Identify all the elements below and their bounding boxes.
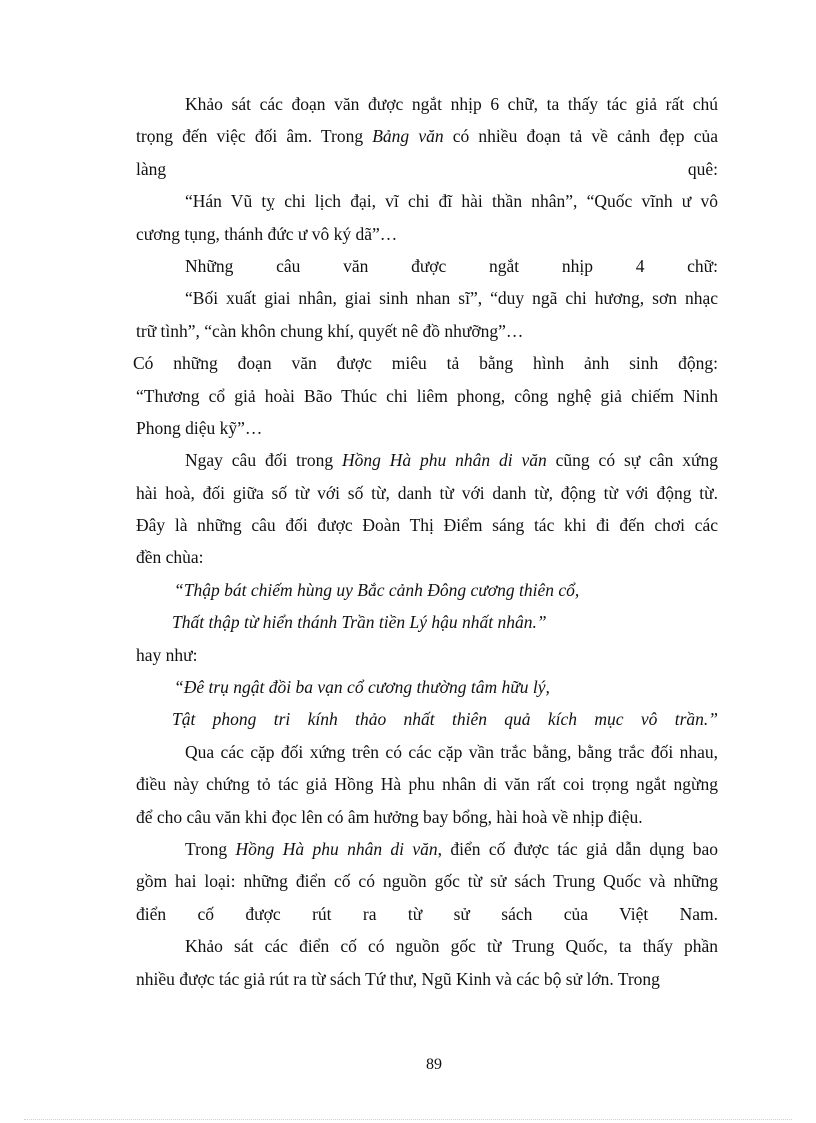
- text-span: , điển cố được tác giả dẫn dụng bao: [437, 838, 718, 859]
- text-line: [136, 963, 718, 995]
- word: ngắt: [489, 255, 520, 276]
- text-line: [136, 315, 718, 347]
- word: được: [411, 255, 447, 276]
- page-bottom-divider: [24, 1119, 792, 1120]
- text-line: [136, 509, 718, 541]
- word: được: [245, 903, 281, 924]
- text-span: quê:: [687, 158, 718, 179]
- text-line: [136, 833, 718, 865]
- word: sử: [453, 903, 470, 924]
- text-line: [136, 412, 718, 444]
- page-number: 89: [426, 1056, 442, 1073]
- text-line: [136, 736, 718, 768]
- text-line: [136, 282, 718, 314]
- text-line: [136, 88, 718, 120]
- word: cố: [197, 903, 215, 924]
- text-span: gồm hai loại: những điển cố có nguồn gốc từ sử sách Trung Quốc và những: [136, 871, 718, 892]
- text-line: [136, 865, 718, 897]
- text-span: để cho câu văn khi đọc lên có âm hưởng bay bổng, hài hoà về nhịp điệu.: [136, 806, 643, 827]
- text-span: Có những đoạn văn được miêu tả bằng hình ảnh sinh động:: [133, 353, 718, 374]
- word: nhịp: [561, 255, 593, 276]
- word: Những: [185, 255, 234, 276]
- verse-line: [136, 574, 718, 606]
- word: chữ:: [687, 255, 719, 276]
- word: 4: [635, 255, 645, 276]
- word: điển: [136, 903, 167, 924]
- text-span: “Thương cổ giả hoài Bão Thúc chi liêm phong, công nghệ giả chiếm Ninh: [136, 385, 718, 406]
- verse-line: [136, 671, 718, 703]
- text-span: Thất thập từ hiển thánh Trần tiền Lý hậu nhất nhân.”: [172, 612, 547, 633]
- word: rút: [312, 903, 332, 924]
- text-span: làng: [136, 158, 167, 179]
- text-span: “Bối xuất giai nhân, giai sinh nhan sĩ”, “duy ngã chi hương, sơn nhạc: [185, 288, 718, 309]
- text-span: Đây là những câu đối được Đoàn Thị Điểm sáng tác khi đi đến chơi các: [136, 515, 718, 536]
- book-title-italic: Hồng Hà phu nhân di văn: [342, 450, 547, 471]
- text-span: “Thập bát chiếm hùng uy Bắc cảnh Đông cương thiên cổ,: [174, 579, 580, 600]
- text-span: Phong diệu kỹ”…: [136, 417, 263, 438]
- text-span: đền chùa:: [136, 547, 204, 568]
- text-line: [136, 541, 718, 573]
- text-span: trọng đến việc đối âm. Trong: [136, 126, 373, 147]
- text-line: [136, 477, 718, 509]
- book-title-italic: Hồng Hà phu nhân di văn: [235, 838, 438, 859]
- text-span: trữ tình”, “càn khôn chung khí, quyết nê đồ nhưỡng”…: [136, 320, 524, 341]
- text-span: cũng có sự cân xứng: [546, 450, 719, 471]
- text-line: [136, 153, 718, 185]
- word: Việt: [619, 903, 649, 924]
- word: sách: [501, 903, 533, 924]
- verse-line: [136, 606, 718, 638]
- text-span: nhiều được tác giả rút ra từ sách Tứ thư, Ngũ Kinh và các bộ sử lớn. Trong: [136, 968, 660, 989]
- text-line: [136, 120, 718, 152]
- text-span: hài hoà, đối giữa số từ với số từ, danh từ với danh từ, động từ với động từ.: [136, 482, 718, 503]
- word: ra: [362, 903, 377, 924]
- text-span: Ngay câu đối trong: [185, 450, 342, 471]
- text-span: điều này chứng tỏ tác giả Hồng Hà phu nhân di văn rất coi trọng ngắt ngừng: [136, 774, 718, 795]
- text-line: [136, 639, 718, 671]
- text-span: cương tụng, thánh đức ư vô ký dã”…: [136, 223, 398, 244]
- word: từ: [407, 903, 423, 924]
- word: của: [563, 903, 589, 924]
- text-span: Trong: [185, 838, 236, 859]
- verse-line: [136, 703, 718, 735]
- text-line: [136, 218, 718, 250]
- text-line: [136, 801, 718, 833]
- text-line: [136, 444, 718, 476]
- text-line: [136, 898, 718, 930]
- text-span: Qua các cặp đối xứng trên có các cặp vần trắc bằng, bằng trắc đối nhau,: [185, 741, 718, 762]
- text-line: [133, 347, 718, 379]
- book-title-italic: Bảng văn: [372, 126, 444, 147]
- text-span: Khảo sát các điển cố có nguồn gốc từ Trung Quốc, ta thấy phần: [185, 936, 718, 957]
- text-line: [136, 930, 718, 962]
- text-span: Khảo sát các đoạn văn được ngắt nhịp 6 chữ, ta thấy tác giả rất chú: [185, 94, 718, 114]
- text-span: có nhiều đoạn tả về cảnh đẹp của: [443, 126, 718, 147]
- text-line: [136, 250, 718, 282]
- page-body: [133, 88, 719, 995]
- text-span: “Hán Vũ tỵ chi lịch đại, vĩ chi đĩ hài thần nhân”, “Quốc vĩnh ư vô: [185, 191, 718, 212]
- text-span: Tật phong tri kính thảo nhất thiên quả kích mục vô trần.”: [172, 709, 718, 730]
- word: câu: [276, 255, 301, 276]
- text-line: [136, 185, 718, 217]
- word: văn: [343, 255, 369, 276]
- word: Nam.: [679, 903, 718, 924]
- text-span: hay như:: [136, 644, 198, 665]
- text-line: [136, 768, 718, 800]
- text-span: “Đê trụ ngật đồi ba vạn cổ cương thường tâm hữu lý,: [174, 677, 550, 698]
- text-line: [136, 380, 718, 412]
